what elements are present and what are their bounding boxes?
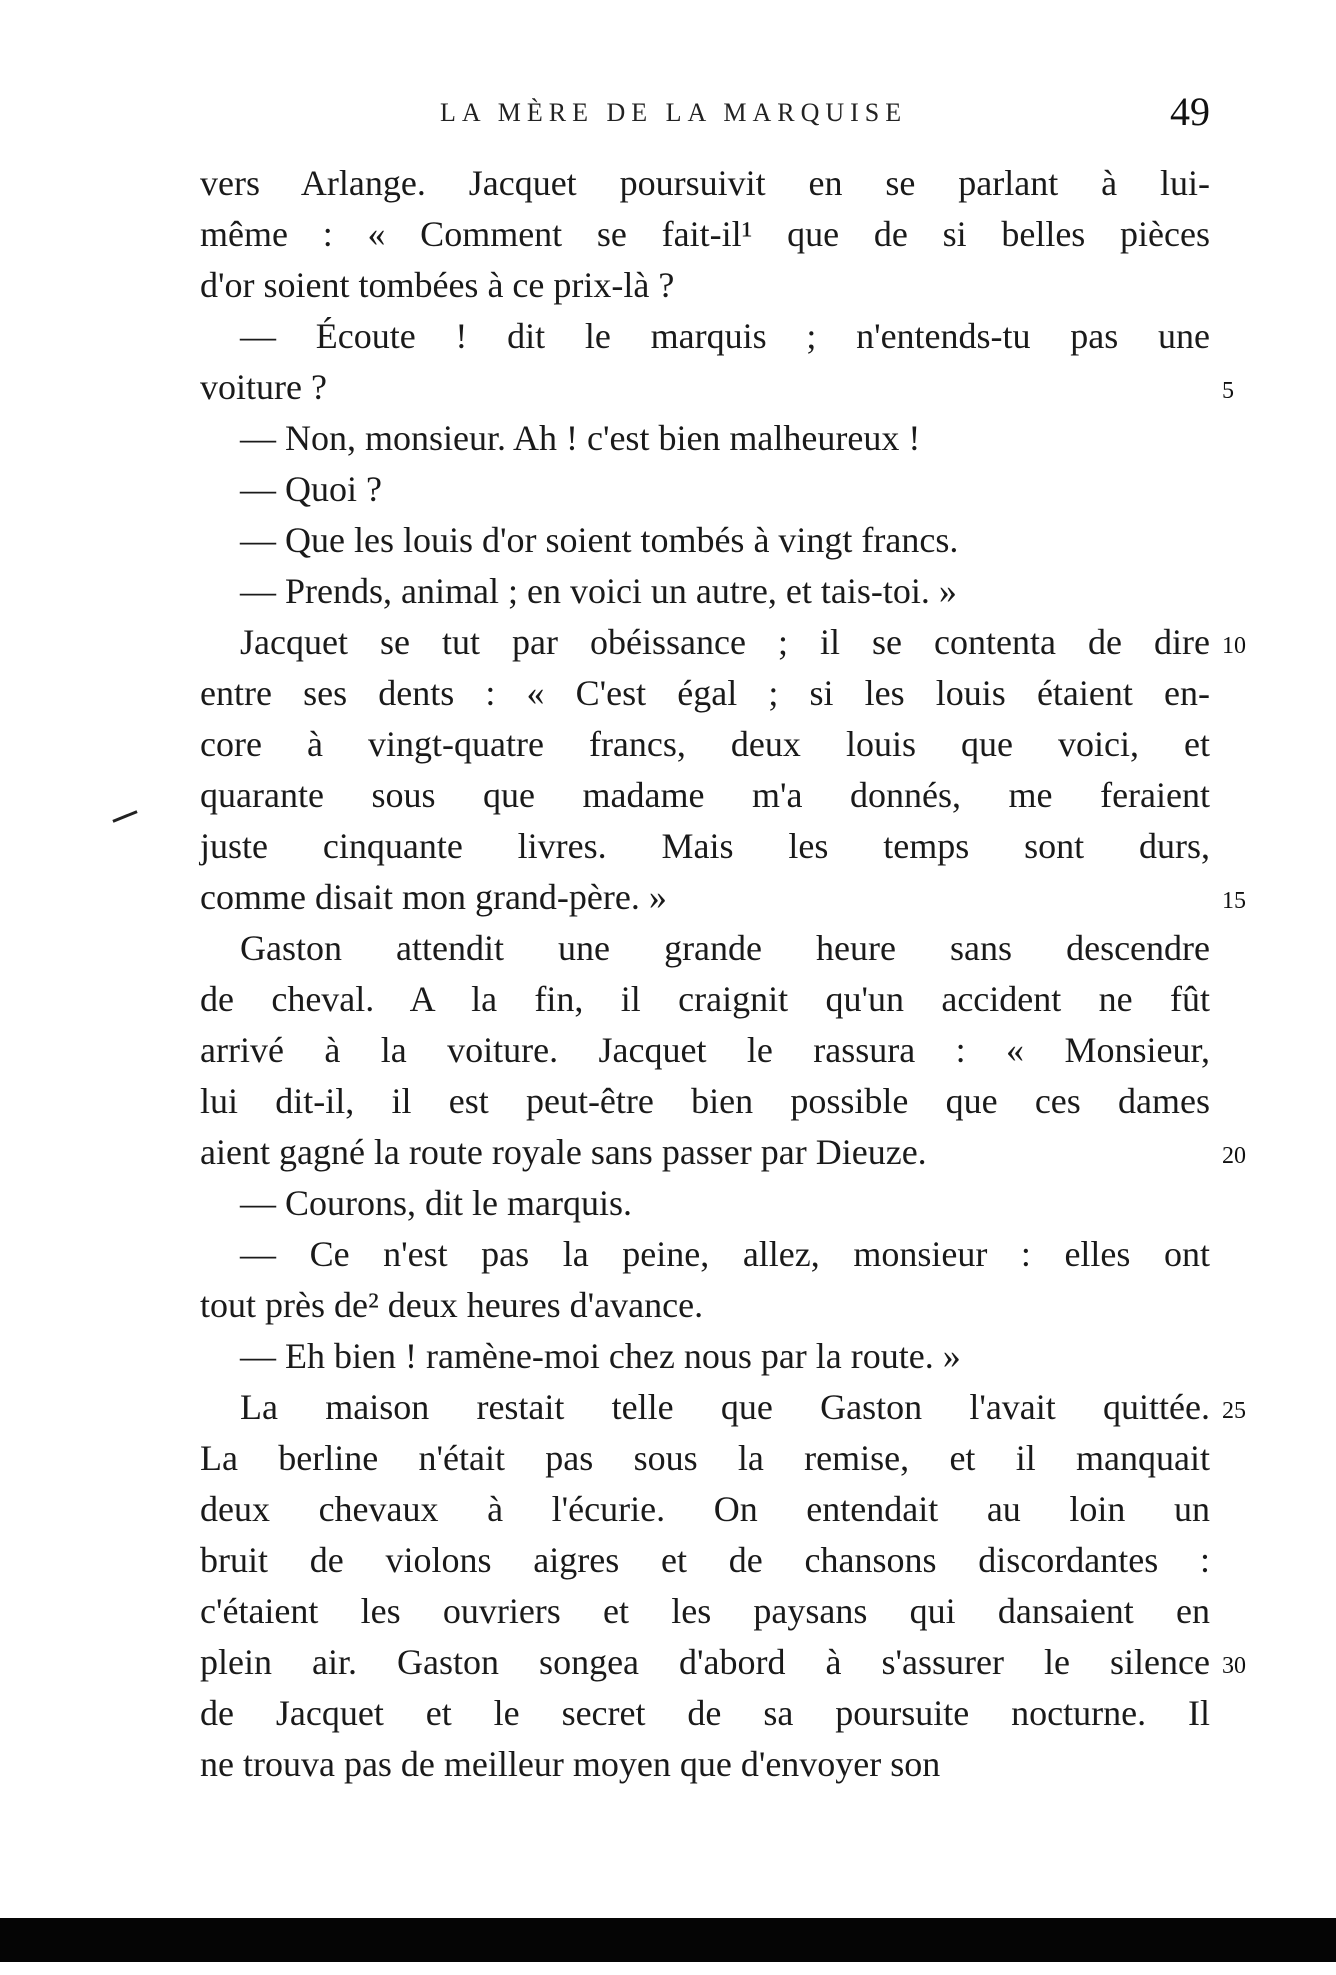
line-number: 20 <box>1222 1143 1246 1169</box>
text-line <box>200 1127 1246 1178</box>
text-line <box>200 668 1210 719</box>
line-text: — Écoute ! dit le marquis ; n'entends-tu pas une <box>240 316 1210 356</box>
text-line <box>200 1382 1246 1433</box>
line-text: — Courons, dit le marquis. <box>240 1183 632 1223</box>
line-number: 10 <box>1222 633 1246 659</box>
text-line <box>200 362 1234 413</box>
text-line <box>200 413 1210 464</box>
line-text: La berline n'était pas sous la remise, et il manquait <box>200 1438 1210 1478</box>
text-line <box>200 1637 1246 1688</box>
line-text: tout près de² deux heures d'avance. <box>200 1285 704 1325</box>
text-line <box>200 566 1210 617</box>
running-head <box>200 89 1210 142</box>
text-line <box>200 209 1210 260</box>
line-text: d'or soient tombées à ce prix-là ? <box>200 265 675 305</box>
scan-border <box>0 1918 1336 1962</box>
line-text: c'étaient les ouvriers et les paysans qui dansaient en <box>200 1591 1210 1631</box>
running-title: LA MÈRE DE LA MARQUISE <box>440 98 908 127</box>
text-line <box>200 770 1210 821</box>
text-line <box>200 872 1246 923</box>
text-line <box>200 1076 1210 1127</box>
line-text: ne trouva pas de meilleur moyen que d'envoyer son <box>200 1744 941 1784</box>
text-line <box>200 1280 1210 1331</box>
page-number: 49 <box>1170 89 1210 134</box>
text-line <box>200 1586 1210 1637</box>
line-text: — Eh bien ! ramène-moi chez nous par la route. » <box>240 1336 961 1376</box>
line-text: Gaston attendit une grande heure sans descendre <box>240 928 1210 968</box>
line-text: — Quoi ? <box>240 469 382 509</box>
text-line <box>200 719 1210 770</box>
line-text: comme disait mon grand-père. » <box>200 877 667 917</box>
line-text: quarante sous que madame m'a donnés, me feraient <box>200 775 1210 815</box>
line-number: 30 <box>1222 1653 1246 1679</box>
text-line <box>200 1433 1210 1484</box>
line-text: aient gagné la route royale sans passer par Dieuze. <box>200 1132 927 1172</box>
line-text: plein air. Gaston songea d'abord à s'assurer le silence <box>200 1642 1210 1682</box>
text-line <box>200 515 1210 566</box>
line-text: de Jacquet et le secret de sa poursuite nocturne. Il <box>200 1693 1210 1733</box>
text-line <box>200 1688 1210 1739</box>
line-text: — Prends, animal ; en voici un autre, et tais-toi. » <box>240 571 957 611</box>
line-text: Jacquet se tut par obéissance ; il se contenta de dire <box>240 622 1210 662</box>
line-text: juste cinquante livres. Mais les temps sont durs, <box>200 826 1210 866</box>
text-line <box>200 1739 1210 1790</box>
text-line <box>200 617 1246 668</box>
line-text: de cheval. A la fin, il craignit qu'un accident ne fût <box>200 979 1210 1019</box>
line-text: La maison restait telle que Gaston l'avait quittée. <box>240 1387 1210 1427</box>
line-number: 15 <box>1222 888 1246 914</box>
text-line <box>200 1229 1210 1280</box>
line-text: lui dit-il, il est peut-être bien possible que ces dames <box>200 1081 1210 1121</box>
text-line <box>200 1484 1210 1535</box>
text-line <box>200 923 1210 974</box>
line-text: — Que les louis d'or soient tombés à vingt francs. <box>240 520 959 560</box>
line-text: deux chevaux à l'écurie. On entendait au loin un <box>200 1489 1210 1529</box>
text-line <box>200 260 1210 311</box>
line-text: bruit de violons aigres et de chansons discordantes : <box>200 1540 1210 1580</box>
text-line <box>200 821 1210 872</box>
text-line <box>200 1331 1210 1382</box>
ink-mark <box>112 810 137 823</box>
line-text: arrivé à la voiture. Jacquet le rassura : « Monsieur, <box>200 1030 1210 1070</box>
line-text: vers Arlange. Jacquet poursuivit en se parlant à lui- <box>200 163 1210 203</box>
text-line <box>200 311 1210 362</box>
text-line <box>200 1535 1210 1586</box>
line-number: 5 <box>1222 378 1234 404</box>
text-line <box>200 1025 1210 1076</box>
line-text: même : « Comment se fait-il¹ que de si belles pièces <box>200 214 1210 254</box>
line-text: — Ce n'est pas la peine, allez, monsieur : elles ont <box>240 1234 1210 1274</box>
text-line <box>200 1178 1210 1229</box>
line-text: core à vingt-quatre francs, deux louis que voici, et <box>200 724 1210 764</box>
line-text: entre ses dents : « C'est égal ; si les louis étaient en- <box>200 673 1210 713</box>
text-line <box>200 974 1210 1025</box>
line-text: — Non, monsieur. Ah ! c'est bien malheureux ! <box>240 418 921 458</box>
line-number: 25 <box>1222 1398 1246 1424</box>
text-line <box>200 464 1210 515</box>
line-text: voiture ? <box>200 367 327 407</box>
text-line <box>200 158 1210 209</box>
body-text <box>200 158 1246 1790</box>
